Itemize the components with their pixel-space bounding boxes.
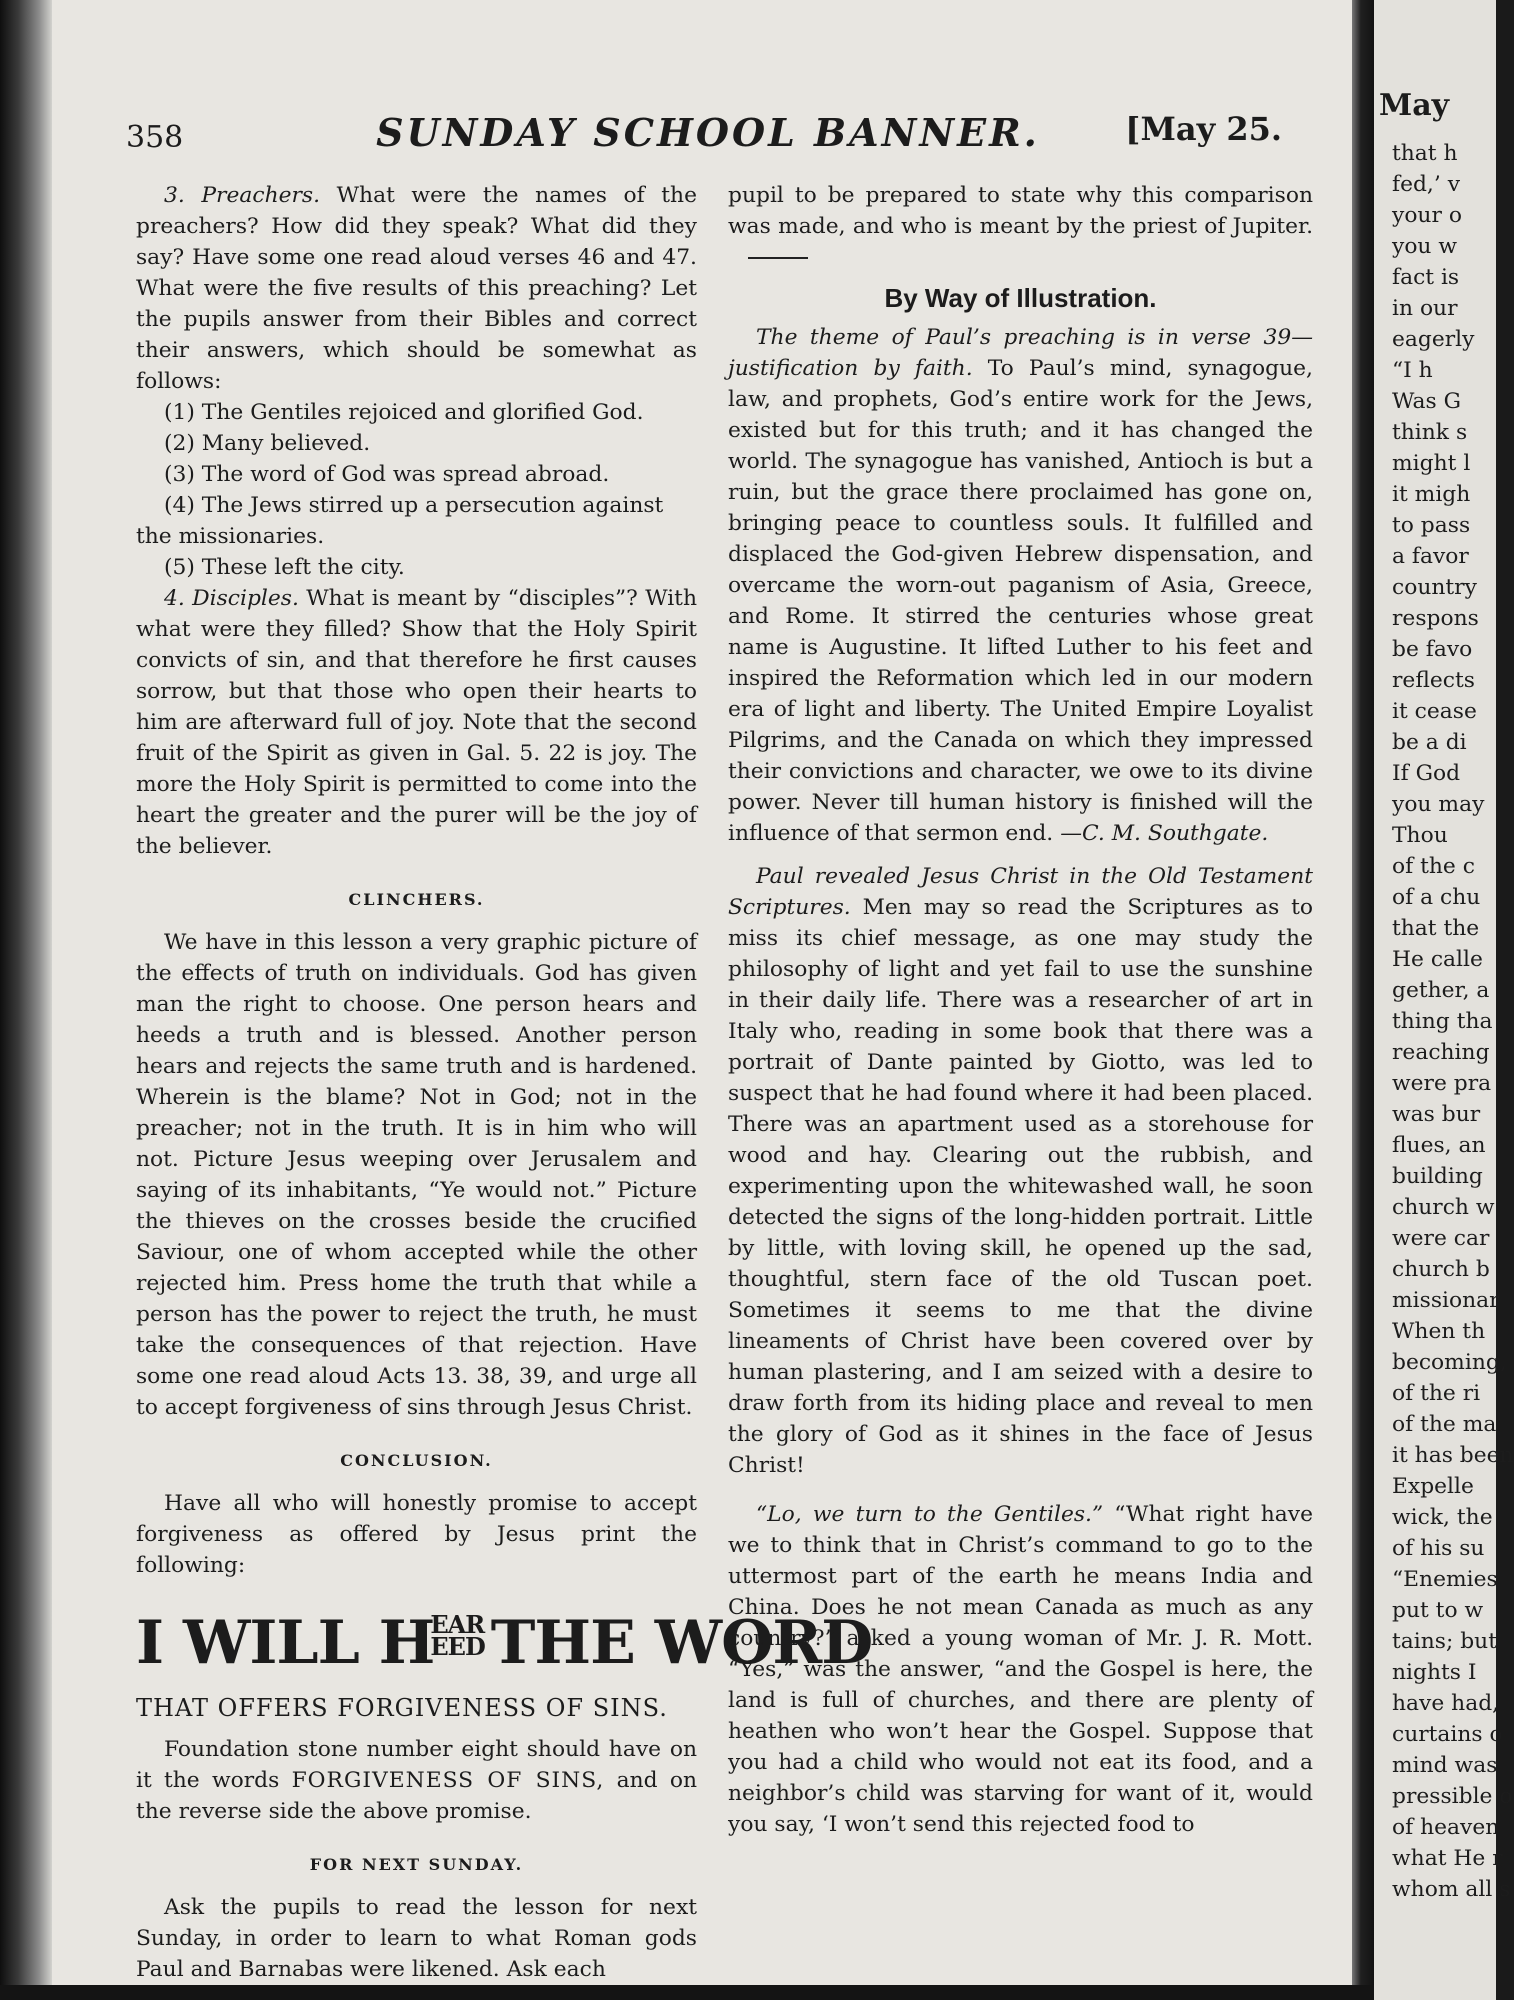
revealed-lead: Paul revealed Jesus Christ in the Old Testament Scriptures. — [728, 864, 1313, 920]
adjacent-page-line: building — [1392, 1164, 1483, 1189]
left-column — [136, 180, 873, 1985]
adjacent-page-line: country — [1392, 575, 1477, 600]
foundation-paragraph — [136, 1734, 697, 1827]
adjacent-page-line: Was G — [1392, 389, 1462, 414]
theme-author: —C. M. Southgate. — [1060, 821, 1269, 846]
gentiles-lead: “Lo, we turn to the Gentiles.” — [756, 1502, 1104, 1527]
pledge-part-2: THE WORD — [490, 1608, 873, 1678]
pledge-subline: THAT OFFERS FORGIVENESS OF SINS. — [136, 1694, 668, 1722]
revealed-text: Men may so read the Scriptures as to miss its chief message, as one may study the philosophy of light and yet fail to use the sunshine in their daily life. There was a researcher of art in Italy who, reading in some book that there was a portrait of Dante painted by Giotto, was led to suspect that he had found where it had been placed. There was an apartment used as a storehouse for wood and hay. Clearing out the rubbish, and experimenting upon the whitewashed wall, he soon detected the signs of the long-hidden portrait. Little by little, with loving skill, he opened up the sad, thoughtful, stern face of the old Tuscan poet. Sometimes it seems to me that the divine lineaments of Christ have been covered over by human plastering, and I am seized with a desire to draw forth from its hiding place and reveal to men the glory of God as it shines in the face of Jesus Christ! — [728, 895, 1313, 1478]
pledge-banner — [136, 1599, 873, 1687]
book-gutter — [1352, 0, 1374, 2000]
adjacent-page-line: think s — [1392, 420, 1468, 445]
adjacent-page-line: it has been — [1392, 1443, 1514, 1468]
adjacent-page-line: you w — [1392, 234, 1458, 259]
adjacent-page-line: be favo — [1392, 637, 1473, 662]
adjacent-page-line: of the c — [1392, 854, 1475, 879]
adjacent-page-line: church w — [1392, 1195, 1495, 1220]
revealed-paragraph — [728, 861, 1313, 1481]
adjacent-page-line: of heaven — [1392, 1815, 1500, 1840]
result-item-2: (2) Many believed. — [164, 431, 371, 456]
disciples-label: 4. Disciples. — [164, 586, 299, 611]
continuation-paragraph — [728, 180, 1313, 273]
adjacent-page-line: thing tha — [1392, 1009, 1493, 1034]
adjacent-page-line: missionar — [1392, 1288, 1500, 1313]
adjacent-page-line: you may — [1392, 792, 1485, 817]
adjacent-page-line: “Enemies — [1392, 1567, 1498, 1592]
theme-text: To Paul’s mind, synagogue, law, and prophets, God’s entire work for the Jews, existed but for this truth; and it has changed the world. The synagogue has vanished, Antioch is but a ruin, but the grace there proclaimed has gone on, bringing peace to countless souls. It fulfilled and displaced the God-given Hebrew dispensation, and overcame the worn-out paganism of Asia, Greece, and Rome. It stirred the centuries whose great name is Augustine. It lifted Luther to his feet and inspired the Reformation which led in our modern era of light and liberty. The United Empire Loyalist Pilgrims, and the Canada on which they impressed their convictions and character, we owe to its divine power. Never till human history is finished will the influence of that sermon end. — [728, 356, 1313, 846]
adjacent-page — [1374, 0, 1514, 2000]
adjacent-page-line: curtains o — [1392, 1722, 1503, 1747]
adjacent-page-line: to pass — [1392, 513, 1471, 538]
adjacent-page-line: that h — [1392, 141, 1458, 166]
adjacent-page-line: a favor — [1392, 544, 1469, 569]
foundation-caps: FORGIVENESS OF SINS, — [291, 1768, 605, 1793]
adjacent-page-line: in our — [1392, 296, 1458, 321]
illustration-heading: By Way of Illustration. — [884, 283, 1157, 313]
pledge-stack-top: EAR — [430, 1609, 485, 1639]
adjacent-page-line: pressible o — [1392, 1784, 1513, 1809]
adjacent-page-line: “I h — [1392, 358, 1433, 383]
scan-edge — [0, 0, 52, 2000]
gentiles-paragraph — [728, 1499, 1313, 1840]
adjacent-page-line: have had, — [1392, 1691, 1500, 1716]
issue-date: [May 25. — [1125, 110, 1282, 148]
adjacent-page-line: it migh — [1392, 482, 1471, 507]
adjacent-page-line: fact is — [1392, 265, 1460, 290]
adjacent-page-line: mind was — [1392, 1753, 1498, 1778]
adjacent-page-line: be a di — [1392, 730, 1467, 755]
pledge-stack-bottom: EED — [430, 1631, 485, 1661]
gentiles-text: “What right have we to think that in Christ’s command to go to the uttermost part of the earth he means India and China. Does he not mean Canada as much as any country?” asked a young woman of Mr. J. R. Mott. “Yes,” was the answer, “and the Gospel is here, the land is full of churches, and there are plenty of heathen who won’t hear the Gospel. Suppose that you had a child who would not eat its food, and a neighbor’s child was starving for want of it, would you say, ‘I won’t send this rejected food to — [728, 1502, 1313, 1837]
pledge-stacked-letters — [430, 1609, 485, 1661]
adjacent-page-line: what He r — [1392, 1846, 1503, 1871]
adjacent-page-line: of his su — [1392, 1536, 1485, 1561]
result-item-5: (5) These left the city. — [164, 555, 405, 580]
adjacent-page-line: flues, an — [1392, 1133, 1486, 1158]
adjacent-page-line: were pra — [1392, 1071, 1492, 1096]
adjacent-page-line: respons — [1392, 606, 1479, 631]
running-title: SUNDAY SCHOOL BANNER. — [376, 110, 1040, 155]
adjacent-page-line: reaching — [1392, 1040, 1490, 1065]
adjacent-page-line: becoming, — [1392, 1350, 1507, 1375]
theme-lead: The theme of Paul’s preaching is in verse 39—justification by faith. — [728, 325, 1313, 381]
next-sunday-heading: FOR NEXT SUNDAY. — [309, 1855, 524, 1874]
theme-paragraph — [728, 322, 1313, 849]
adjacent-page-line: of the ri — [1392, 1381, 1481, 1406]
disciples-paragraph — [136, 583, 697, 862]
adjacent-page-line: church b — [1392, 1257, 1490, 1282]
conclusion-paragraph: Have all who will honestly promise to accept forgiveness as offered by Jesus print the following: — [136, 1491, 697, 1578]
result-item-4: (4) The Jews stirred up a persecution against — [164, 493, 664, 518]
result-item-4-continued: the missionaries. — [136, 524, 325, 549]
preachers-label: 3. Preachers. — [164, 183, 321, 208]
adjacent-page-line: were car — [1392, 1226, 1490, 1251]
preachers-text: What were the names of the preachers? How did they speak? What did they say? Have some one read aloud verses 46 and 47. What were the five results of this preaching? Let the pupils answer from their Bibles and correct their answers, which should be somewhat as follows: — [136, 183, 697, 394]
scan-bottom-edge — [0, 1985, 1374, 2000]
adjacent-page-line: tains; but — [1392, 1629, 1497, 1654]
clinchers-heading: CLINCHERS. — [348, 890, 485, 909]
continuation-text: pupil to be prepared to state why this comparison was made, and who is meant by the priest of Jupiter. — [728, 183, 1313, 239]
adjacent-page-line: might l — [1392, 451, 1471, 476]
page-number: 358 — [126, 120, 184, 155]
foundation-text-1: Foundation stone number eight should have on it the words — [136, 1737, 697, 1793]
pledge-part-1: I WILL H — [136, 1608, 435, 1678]
adjacent-page-line: reflects — [1392, 668, 1475, 693]
adjacent-page-line: gether, a — [1392, 978, 1490, 1003]
middle-column — [728, 180, 1313, 1840]
adjacent-page-line: wick, the — [1392, 1505, 1493, 1530]
adjacent-page-header: May — [1379, 88, 1450, 123]
adjacent-page-line: of the ma — [1392, 1412, 1497, 1437]
adjacent-page-line: fed,’ v — [1392, 172, 1461, 197]
adjacent-page-line: was bur — [1392, 1102, 1481, 1127]
adjacent-page-line: that the — [1392, 916, 1480, 941]
adjacent-page-line: of a chu — [1392, 885, 1481, 910]
foundation-text-2: and on the reverse side the above promise. — [136, 1768, 697, 1824]
page-header — [126, 108, 1290, 158]
result-item-1: (1) The Gentiles rejoiced and glorified God. — [164, 400, 644, 425]
adjacent-page-line: your o — [1392, 203, 1462, 228]
conclusion-heading: CONCLUSION. — [340, 1451, 493, 1470]
section-rule — [748, 257, 808, 259]
adjacent-page-line: Expelle — [1392, 1474, 1474, 1499]
result-item-3: (3) The word of God was spread abroad. — [164, 462, 610, 487]
adjacent-page-line: He calle — [1392, 947, 1483, 972]
preachers-paragraph — [136, 180, 697, 397]
adjacent-page-line: nights I — [1392, 1660, 1477, 1685]
next-sunday-paragraph: Ask the pupils to read the lesson for next Sunday, in order to learn to what Roman gods Paul and Barnabas were likened. Ask each — [136, 1895, 697, 1982]
adjacent-page-line: eagerly — [1392, 327, 1475, 352]
clinchers-paragraph: We have in this lesson a very graphic picture of the effects of truth on individuals. God has given man the right to choose. One person hears and heeds a truth and is blessed. Another person hears and rejects the same truth and is hardened. Wherein is the blame? Not in God; not in the preacher; not in the truth. It is in him who will not. Picture Jesus weeping over Jerusalem and saying of its inhabitants, “Ye would not.” Picture the thieves on the crosses beside the crucified Saviour, one of whom accepted while the other rejected him. Press home the truth that while a person has the power to reject the truth, he must take the consequences of that rejection. Have some one read aloud Acts 13. 38, 39, and urge all to accept forgiveness of sins through Jesus Christ. — [136, 930, 697, 1420]
disciples-text: What is meant by “disciples”? With what were they filled? Show that the Holy Spirit convicts of sin, and that therefore he first causes sorrow, but that those who open their hearts to him are afterward full of joy. Note that the second fruit of the Spirit as given in Gal. 5. 22 is joy. The more the Holy Spirit is permitted to come into the heart the greater and the purer will be the joy of the believer. — [136, 586, 697, 859]
adjacent-page-line: it cease — [1392, 699, 1477, 724]
adjacent-page-line: whom all s — [1392, 1877, 1511, 1902]
adjacent-page-line: Thou — [1392, 823, 1448, 848]
adjacent-page-line: When th — [1392, 1319, 1486, 1344]
adjacent-page-line: put to w — [1392, 1598, 1484, 1623]
adjacent-page-line: If God — [1392, 761, 1461, 786]
